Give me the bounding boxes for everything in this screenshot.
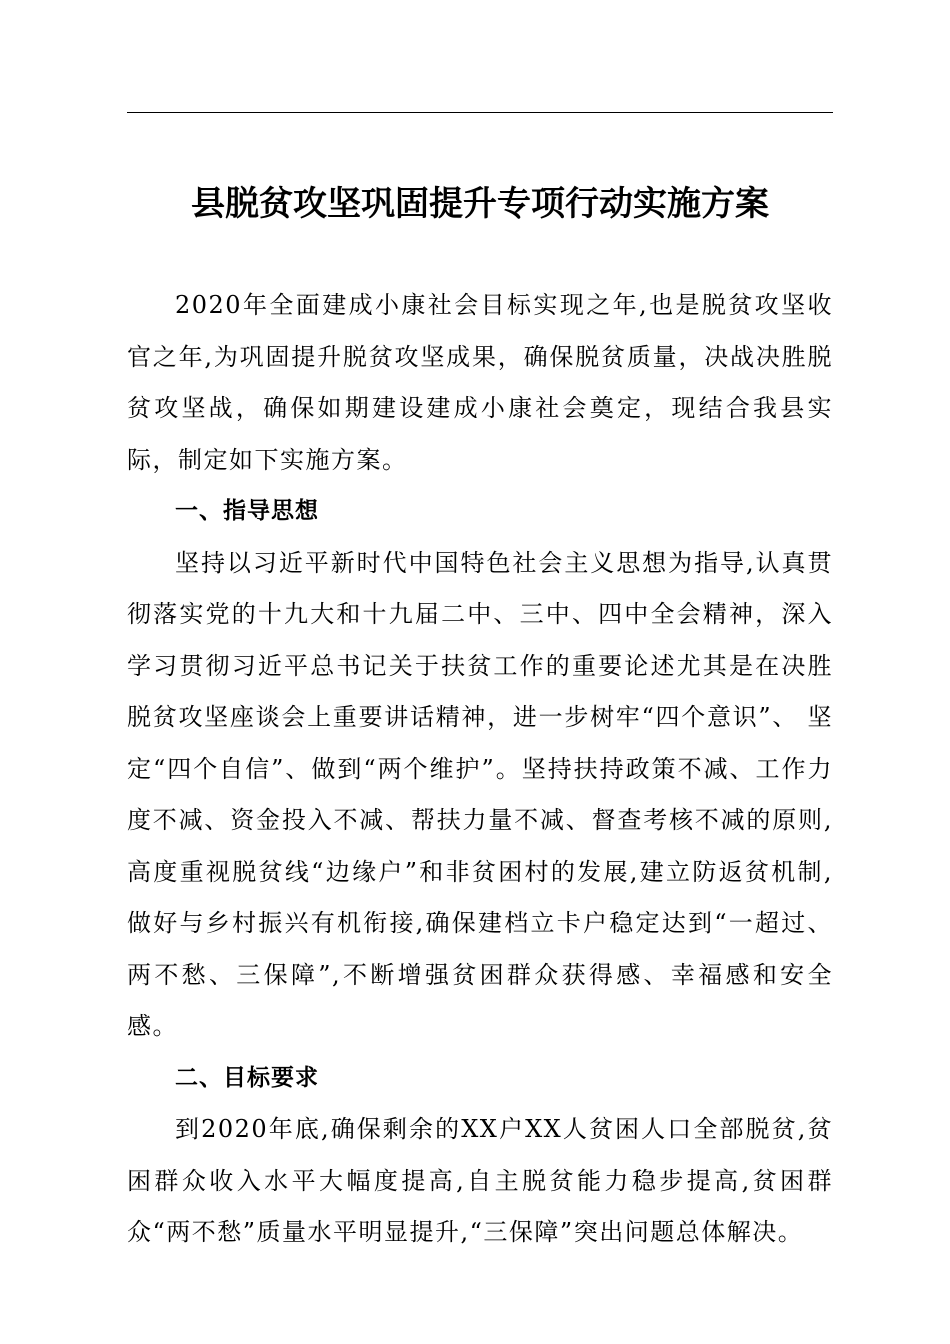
section-paragraph-guiding-ideology: 坚持以习近平新时代中国特色社会主义思想为指导,认真贯彻落实党的十九大和十九届二中、三中、四中全会精神，深入学习贯彻习近平总书记关于扶贫工作的重要论述尤其是在决胜脱贫攻坚座谈会上重要讲话精神，进一步树牢“四个意识”、 坚定“四个自信”、做到“两个维护”。坚持扶持政策不减、工作力度不减、资金投入不减、帮扶力量不减、督查考核不减的原则,高度重视脱贫线“边缘户”和非贫困村的发展,建立防返贫机制,做好与乡村振兴有机衔接,确保建档立卡户稳定达到“一超过、两不愁、三保障”,不断增强贫困群众获得感、幸福感和安全感。 — [127, 548, 833, 1040]
document-title: 县脱贫攻坚巩固提升专项行动实施方案 — [191, 184, 769, 224]
section-heading-goals: 二、目标要求 — [175, 1064, 319, 1091]
section-heading-guiding-ideology: 一、指导思想 — [175, 498, 319, 524]
header-rule — [127, 112, 833, 113]
document-body — [127, 280, 833, 1259]
intro-paragraph: 2020年全面建成小康社会目标实现之年,也是脱贫攻坚收官之年,为巩固提升脱贫攻坚成果，确保脱贫质量，决战决胜脱贫攻坚战，确保如期建设建成小康社会奠定，现结合我县实际，制定如下实施方案。 — [127, 291, 833, 474]
section-paragraph-goals: 到2020年底,确保剩余的XX户XX人贫困人口全部脱贫,贫困群众收入水平大幅度提高,自主脱贫能力稳步提高,贫困群众“两不愁”质量水平明显提升,“三保障”突出问题总体解决。 — [127, 1115, 833, 1246]
